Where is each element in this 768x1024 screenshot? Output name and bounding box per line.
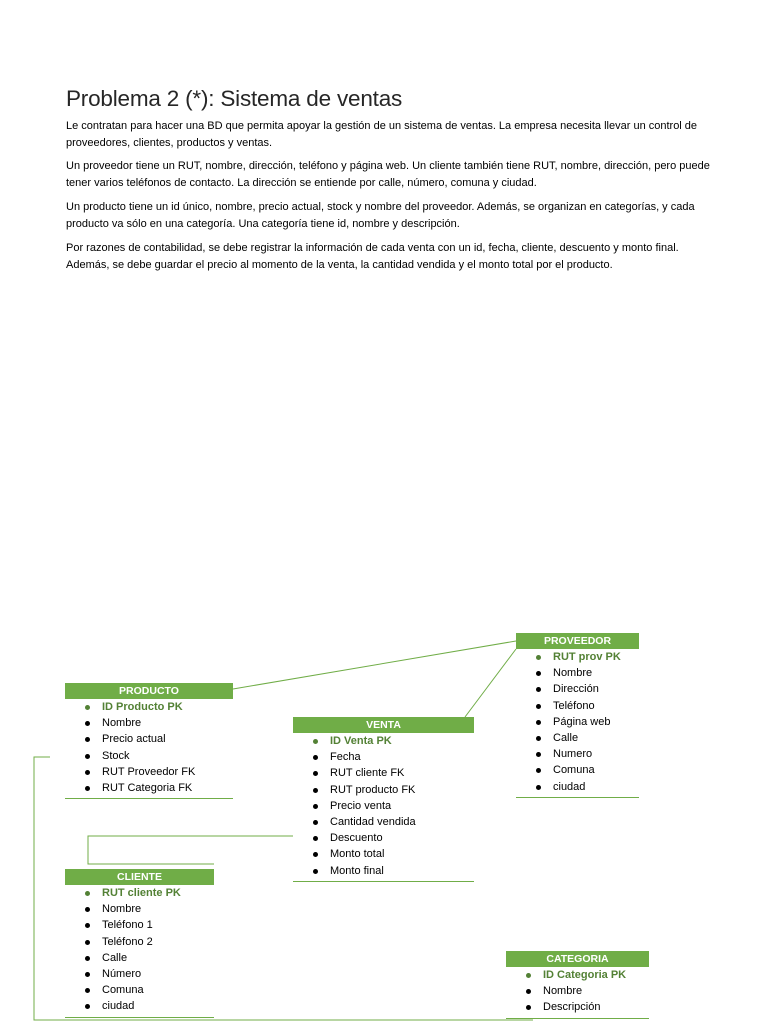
entity-venta: [293, 717, 474, 882]
field-list: [65, 699, 233, 798]
field-label: ciudad: [102, 1000, 135, 1013]
field-label: Dirección: [553, 683, 599, 696]
field-list: [293, 733, 474, 881]
field-label: ciudad: [553, 780, 586, 793]
field-label: Teléfono 1: [102, 919, 153, 932]
bullet-icon: [85, 940, 90, 945]
entity-field: [293, 863, 474, 879]
entity-categoria: [506, 951, 649, 1019]
paragraph-producto: Un producto tiene un id único, nombre, precio actual, stock y nombre del proveedor. Además, se organizan en categorías, y cada producto va sólo en una categoría. Una categoría tiene id, nombre y descripción.: [66, 201, 695, 230]
field-label: Teléfono: [553, 699, 595, 712]
field-label: Nombre: [553, 667, 593, 680]
bullet-icon: [526, 973, 531, 978]
bullet-icon: [313, 852, 318, 857]
bullet-icon: [536, 768, 541, 773]
bullet-icon: [536, 785, 541, 790]
entity-field: [516, 714, 639, 730]
primary-key-field: [506, 967, 649, 983]
bullet-icon: [85, 923, 90, 928]
bullet-icon: [85, 972, 90, 977]
entity-field: [65, 901, 214, 917]
bullet-icon: [313, 804, 318, 809]
field-label: Nombre: [102, 903, 142, 916]
bullet-icon: [85, 754, 90, 759]
page-title: Problema 2 (*): Sistema de ventas: [66, 86, 403, 111]
entity-field: [293, 798, 474, 814]
bullet-icon: [536, 720, 541, 725]
bullet-icon: [85, 705, 90, 710]
field-label: ID Categoria PK: [543, 969, 627, 981]
field-label: RUT cliente FK: [330, 767, 405, 780]
entity-field: [516, 698, 639, 714]
bullet-icon: [536, 704, 541, 709]
bullet-icon: [536, 736, 541, 741]
bullet-icon: [85, 786, 90, 791]
entity-field: [65, 715, 233, 731]
paragraph-intro: Le contratan para hacer una BD que permita apoyar la gestión de un sistema de ventas. La empresa necesita llevar un control de proveedores, clientes, productos y ventas.: [66, 120, 698, 149]
bullet-icon: [85, 1004, 90, 1009]
entity-proveedor: [516, 633, 639, 798]
field-label: Página web: [553, 715, 611, 728]
field-label: Comuna: [102, 984, 144, 997]
entity-header: CATEGORIA: [506, 951, 649, 967]
field-label: Descuento: [330, 832, 383, 845]
field-label: Teléfono 2: [102, 935, 153, 948]
field-label: Comuna: [553, 764, 595, 777]
entity-field: [65, 982, 214, 998]
bullet-icon: [85, 956, 90, 961]
bullet-icon: [313, 836, 318, 841]
entity-field: [293, 846, 474, 862]
bullet-icon: [85, 770, 90, 775]
bullet-icon: [526, 989, 531, 994]
bullet-icon: [313, 755, 318, 760]
bullet-icon: [85, 891, 90, 896]
entity-field: [293, 830, 474, 846]
entity-field: [516, 746, 639, 762]
field-label: Monto total: [330, 848, 385, 861]
entity-field: [65, 998, 214, 1014]
bullet-icon: [313, 788, 318, 793]
field-label: RUT cliente PK: [102, 887, 181, 899]
field-label: Número: [102, 967, 142, 980]
bullet-icon: [85, 907, 90, 912]
entity-header: VENTA: [293, 717, 474, 733]
bullet-icon: [85, 721, 90, 726]
entity-field: [506, 999, 649, 1015]
field-list: [65, 885, 214, 1017]
field-label: Cantidad vendida: [330, 815, 416, 828]
bullet-icon: [536, 655, 541, 660]
entity-field: [65, 966, 214, 982]
bullet-icon: [85, 988, 90, 993]
entity-field: [65, 917, 214, 933]
entity-field: [516, 762, 639, 778]
field-list: [516, 649, 639, 797]
field-label: ID Producto PK: [102, 701, 183, 713]
field-label: Calle: [102, 951, 128, 964]
entity-field: [516, 730, 639, 746]
field-label: RUT Categoria FK: [102, 781, 193, 794]
entity-field: [65, 748, 233, 764]
entity-field: [293, 749, 474, 765]
primary-key-field: [516, 649, 639, 665]
field-label: Numero: [553, 748, 593, 761]
field-label: RUT prov PK: [553, 651, 621, 663]
connector-producto-cliente: [88, 836, 293, 864]
entity-field: [506, 983, 649, 999]
field-label: Monto final: [330, 864, 384, 877]
bullet-icon: [536, 752, 541, 757]
entity-field: [65, 950, 214, 966]
entity-field: [516, 681, 639, 697]
connector-producto-proveedor: [233, 641, 516, 689]
paragraph-proveedor-cliente: Un proveedor tiene un RUT, nombre, dirección, teléfono y página web. Un cliente también tiene RUT, nombre, dirección, pero puede tener varios teléfonos de contacto. La dirección se entiende por calle, número, comuna y ciudad.: [66, 160, 710, 189]
bullet-icon: [313, 739, 318, 744]
entity-field: [293, 814, 474, 830]
bullet-icon: [536, 687, 541, 692]
primary-key-field: [65, 699, 233, 715]
entity-header: PRODUCTO: [65, 683, 233, 699]
bullet-icon: [313, 771, 318, 776]
entity-field: [65, 731, 233, 747]
entity-field: [516, 665, 639, 681]
field-label: Descripción: [543, 1001, 601, 1014]
entity-field: [65, 934, 214, 950]
bullet-icon: [536, 671, 541, 676]
entity-field: [293, 765, 474, 781]
field-list: [506, 967, 649, 1018]
field-label: RUT Proveedor FK: [102, 765, 196, 778]
field-label: Fecha: [330, 751, 361, 764]
entity-producto: [65, 683, 233, 799]
bullet-icon: [85, 737, 90, 742]
bullet-icon: [313, 869, 318, 874]
primary-key-field: [293, 733, 474, 749]
paragraph-venta: Por razones de contabilidad, se debe registrar la información de cada venta con un id, fecha, cliente, descuento y monto final. Además, se debe guardar el precio al momento de la venta, la cantidad vendida y el monto total por el producto.: [66, 242, 679, 271]
field-label: Nombre: [102, 717, 142, 730]
field-label: Precio venta: [330, 799, 392, 812]
entity-cliente: [65, 869, 214, 1018]
bullet-icon: [313, 820, 318, 825]
field-label: RUT producto FK: [330, 783, 416, 796]
entity-header: CLIENTE: [65, 869, 214, 885]
connector-venta-proveedor: [465, 649, 516, 717]
entity-header: PROVEEDOR: [516, 633, 639, 649]
field-label: Nombre: [543, 985, 583, 998]
field-label: Calle: [553, 731, 579, 744]
primary-key-field: [65, 885, 214, 901]
field-label: ID Venta PK: [330, 735, 392, 747]
bullet-icon: [526, 1005, 531, 1010]
entity-field: [293, 782, 474, 798]
field-label: Precio actual: [102, 733, 166, 746]
entity-field: [65, 780, 233, 796]
entity-field: [65, 764, 233, 780]
field-label: Stock: [102, 749, 130, 762]
entity-field: [516, 779, 639, 795]
